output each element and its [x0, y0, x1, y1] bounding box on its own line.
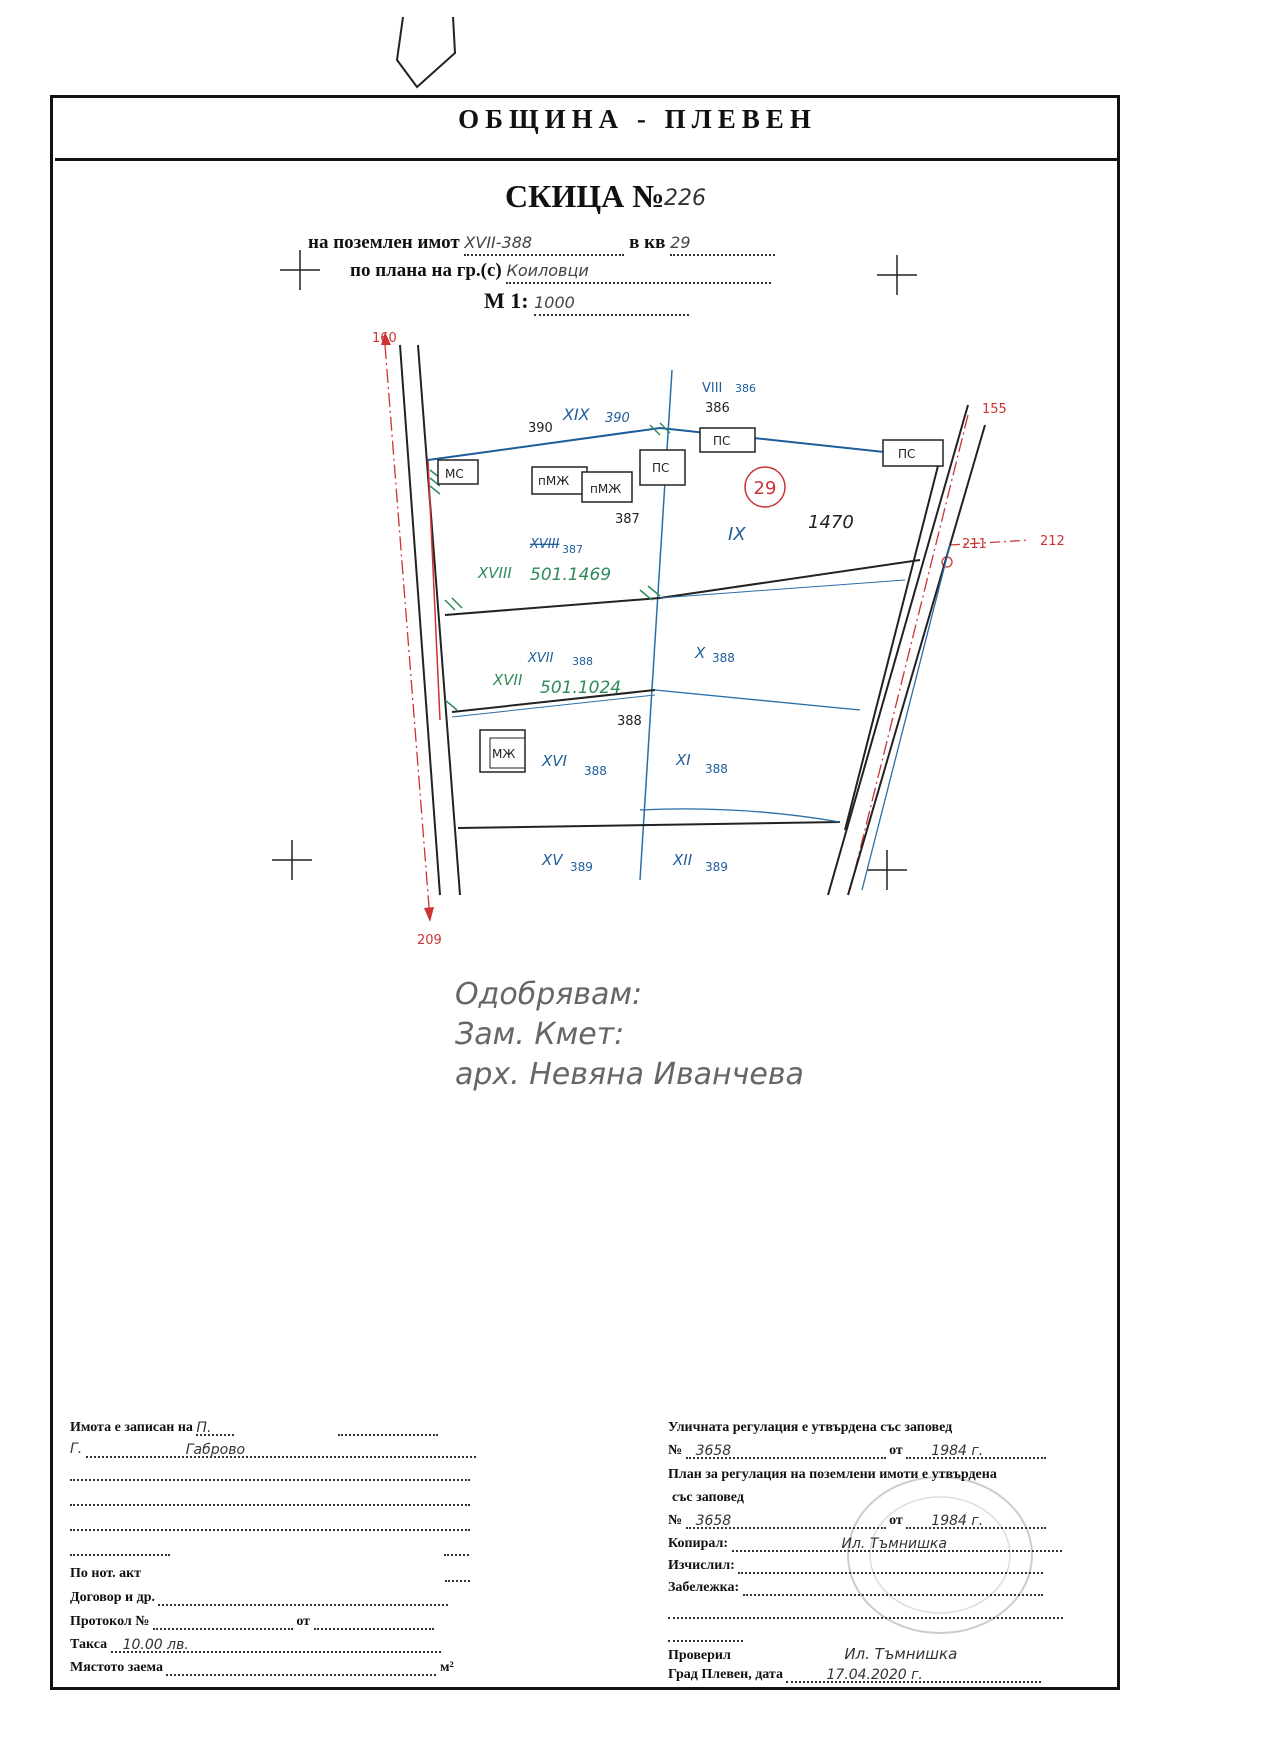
blank-row	[70, 1540, 469, 1556]
approval-note	[455, 975, 804, 1095]
lot-roman-label: XII	[673, 851, 693, 869]
sketch-title: СКИЦА №	[505, 178, 665, 214]
lot-sub-label: 388	[712, 651, 735, 665]
area-unit: м²	[439, 1660, 454, 1675]
blank-row	[70, 1515, 470, 1531]
checked-row: Проверил Ил. Тъмнишка	[668, 1645, 958, 1663]
lot-roman-label: XVIII	[478, 564, 512, 582]
plan-reg-row: План за регулация на поземлени имоти е утвърдена	[668, 1467, 997, 1482]
lot-sub-label: 388	[584, 764, 607, 778]
copied-value: Ил. Тъмнишка	[841, 1536, 947, 1552]
lot-roman-label: XVI	[542, 752, 567, 770]
checked-value: Ил. Тъмнишка	[844, 1645, 958, 1663]
lot-sub-label: 388	[572, 655, 593, 668]
lot-old-label: XVIII	[530, 537, 560, 552]
lot-old-label: XVII	[528, 651, 554, 666]
lot-number-label: 388	[617, 714, 642, 729]
date-value: 17.04.2020 г.	[826, 1667, 923, 1683]
lot-roman-label: X	[695, 644, 706, 662]
street-order-no: 3658	[695, 1443, 732, 1459]
lot-sub-label: 388	[705, 762, 728, 776]
scale-line: М 1: 1000	[484, 288, 689, 316]
lot-roman-label: VIII	[702, 381, 723, 396]
owner-row: Имота е записан на П.	[70, 1420, 438, 1436]
blank-row	[668, 1603, 1063, 1619]
block-value: 29	[670, 233, 691, 252]
area-row: Мястото заема м²	[70, 1660, 454, 1675]
fee-value: 10.00 лв.	[122, 1637, 189, 1653]
coord-label: 211	[962, 537, 987, 552]
lot-roman-label: XI	[676, 751, 691, 769]
fee-row: Такса 10.00 лв.	[70, 1637, 441, 1653]
lot-number-label: 390	[528, 421, 553, 436]
owner-value: П.	[196, 1420, 212, 1436]
street-order-row: № 3658 от 1984 г.	[668, 1443, 1046, 1459]
plan-value: Коиловци	[506, 261, 589, 280]
plan-order-year: 1984 г.	[931, 1513, 984, 1529]
municipality-header: ОБЩИНА - ПЛЕВЕН	[458, 104, 817, 134]
approval-line: Одобрявам:	[455, 977, 643, 1012]
plan-order-row: № 3658 от 1984 г.	[668, 1513, 1046, 1529]
coord-label: 212	[1040, 534, 1065, 549]
building-label: МЖ	[492, 747, 516, 761]
building-label: ПС	[898, 447, 916, 461]
lot-sub-label: 387	[562, 543, 583, 556]
lot-roman-label: XIX	[563, 405, 590, 424]
scale-value: 1000	[534, 293, 575, 312]
contract-row: Договор и др.	[70, 1590, 448, 1606]
copied-row: Копирал: Ил. Тъмнишка	[668, 1536, 1062, 1552]
city-date-row: Град Плевен, дата 17.04.2020 г.	[668, 1667, 1041, 1683]
lot-number-label: 386	[705, 401, 730, 416]
lot-area-label: 1470	[808, 512, 854, 533]
lot-id-label: 501.1024	[540, 678, 622, 698]
lot-number-label: 387	[615, 512, 640, 527]
plan-order-label-row: със заповед	[672, 1490, 744, 1505]
coord-label: 155	[982, 402, 1007, 417]
blank-row	[70, 1465, 470, 1481]
lot-sub-label: 390	[605, 411, 630, 426]
parcel-value: XVII-388	[464, 233, 533, 252]
approval-line: Зам. Кмет:	[455, 1017, 625, 1052]
lot-roman-label: IX	[728, 524, 746, 545]
owner-city-value: Габрово	[185, 1442, 246, 1458]
lot-id-label: 501.1469	[530, 565, 612, 585]
building-label: ПС	[713, 434, 731, 448]
building-label: пМЖ	[590, 482, 622, 496]
block-number-label: 29	[753, 478, 777, 499]
plan-line: по плана на гр.(с) Коиловци	[350, 260, 771, 284]
approval-line: арх. Невяна Иванчева	[455, 1057, 804, 1092]
deed-row: По нот. акт	[70, 1566, 470, 1582]
lot-roman-label: XV	[542, 851, 563, 869]
owner-city-row: Г. Габрово	[70, 1441, 476, 1458]
notes-row: Забележка:	[668, 1580, 1043, 1596]
parcel-line: на поземлен имот XVII-388 в кв 29	[308, 232, 775, 256]
street-reg-row: Уличната регулация е утвърдена със заповед	[668, 1420, 953, 1435]
plan-order-no: 3658	[695, 1513, 732, 1529]
lot-sub-label: 386	[735, 382, 756, 395]
street-order-year: 1984 г.	[931, 1443, 984, 1459]
protocol-row: Протокол № от	[70, 1614, 434, 1630]
lot-sub-label: 389	[570, 860, 593, 874]
building-label: МС	[445, 467, 464, 481]
coord-label: 160	[372, 331, 397, 346]
building-label: пМЖ	[538, 474, 570, 488]
sketch-number: 226	[664, 186, 706, 211]
coord-label: 209	[417, 933, 442, 948]
lot-roman-label: XVII	[493, 671, 523, 689]
lot-sub-label: 389	[705, 860, 728, 874]
executed-row: Изчислил:	[668, 1558, 1043, 1574]
blank-row	[70, 1490, 470, 1506]
blank-row	[668, 1626, 743, 1642]
building-label: ПС	[652, 461, 670, 475]
